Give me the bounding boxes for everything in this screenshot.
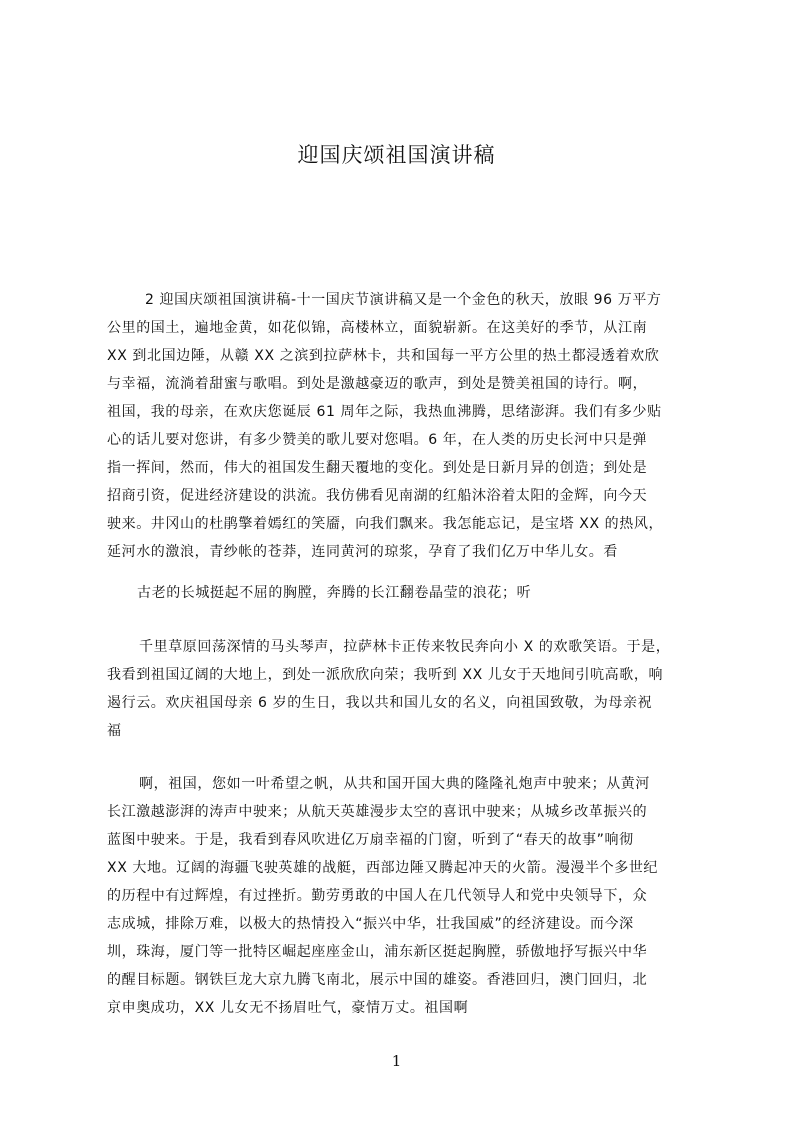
text-line: 遏行云。欢庆祖国母亲 6 岁的生日，我以共和国儿女的名义，向祖国致敬，为母亲祝 [107,695,653,711]
text-line: XX 大地。辽阔的海疆飞驶英雄的战艇，西部边陲又腾起冲天的火箭。漫漫半个多世纪 [107,860,659,876]
text-line: 的历程中有过辉煌，有过挫折。勤劳勇敢的中国人在几代领导人和党中央领导下，众 [107,888,648,904]
text-line: 与幸福，流淌着甜蜜与歌唱。到处是激越豪迈的歌声，到处是赞美祖国的诗行。啊， [107,376,648,392]
page-title: 迎国庆颂祖国演讲稿 [297,143,496,167]
text-line: 啊，祖国，您如一叶希望之帆，从共和国开国大典的隆隆礼炮声中驶来；从黄河 [139,776,650,792]
text-line: 志成城，排除万难，以极大的热情投入“振兴中华，壮我国威”的经济建设。而今深 [107,916,634,932]
text-line: 公里的国土，遍地金黄，如花似锦，高楼林立，面貌崭新。在这美好的季节，从江南 [107,320,648,336]
text-line: 千里草原回荡深情的马头琴声，拉萨林卡正传来牧民奔向小 X 的欢歌笑语。于是， [139,639,671,655]
text-line: 我看到祖国辽阔的大地上，到处一派欣欣向荣；我听到 XX 儿女于天地间引吭高歌，响 [107,667,664,683]
text-line: 招商引资，促进经济建设的洪流。我仿佛看见南湖的红船沐浴着太阳的金辉，向今天 [107,488,648,504]
text-line: 驶来。井冈山的杜鹃擎着嫣红的笑靥，向我们飘来。我怎能忘记，是宝塔 XX 的热风， [107,516,664,532]
text-line: 延河水的激浪，青纱帐的苍莽，连同黄河的琼浆，孕育了我们亿万中华儿女。看 [107,544,618,560]
text-line: 的醒目标题。钢铁巨龙大京九腾飞南北，展示中国的雄姿。香港回归，澳门回归，北 [107,972,648,988]
text-line: 指一挥间，然而，伟大的祖国发生翻天覆地的变化。到处是日新月异的创造；到处是 [107,460,648,476]
text-line: 京申奥成功，XX 儿女无不扬眉吐气，豪情万丈。祖国啊 [107,1000,469,1016]
text-line: 蓝图中驶来。于是，我看到春风吹进亿万扇幸福的门窗，听到了“春天的故事”响彻 [107,832,634,848]
text-line: 圳，珠海，厦门等一批特区崛起座座金山，浦东新区挺起胸膛，骄傲地抒写振兴中华 [107,944,648,960]
text-line: 心的话儿要对您讲，有多少赞美的歌儿要对您唱。6 年，在人类的历史长河中只是弹 [107,432,648,448]
text-line: 福 [107,723,122,739]
text-line: 祖国，我的母亲，在欢庆您诞辰 61 周年之际，我热血沸腾，思绪澎湃。我们有多少贴 [107,404,662,420]
page-number: 1 [391,1052,402,1070]
text-line: 古老的长城挺起不屈的胸膛，奔腾的长江翻卷晶莹的浪花；听 [137,585,532,601]
text-line: 长江激越澎湃的涛声中驶来；从航天英雄漫步太空的喜讯中驶来；从城乡改革振兴的 [107,804,648,820]
text-line: 2 迎国庆颂祖国演讲稿-十一国庆节演讲稿又是一个金色的秋天，放眼 96 万平方 [145,292,662,308]
text-line: XX 到北国边陲，从赣 XX 之滨到拉萨林卡，共和国每一平方公里的热土都浸透着欢欣 [107,348,660,364]
